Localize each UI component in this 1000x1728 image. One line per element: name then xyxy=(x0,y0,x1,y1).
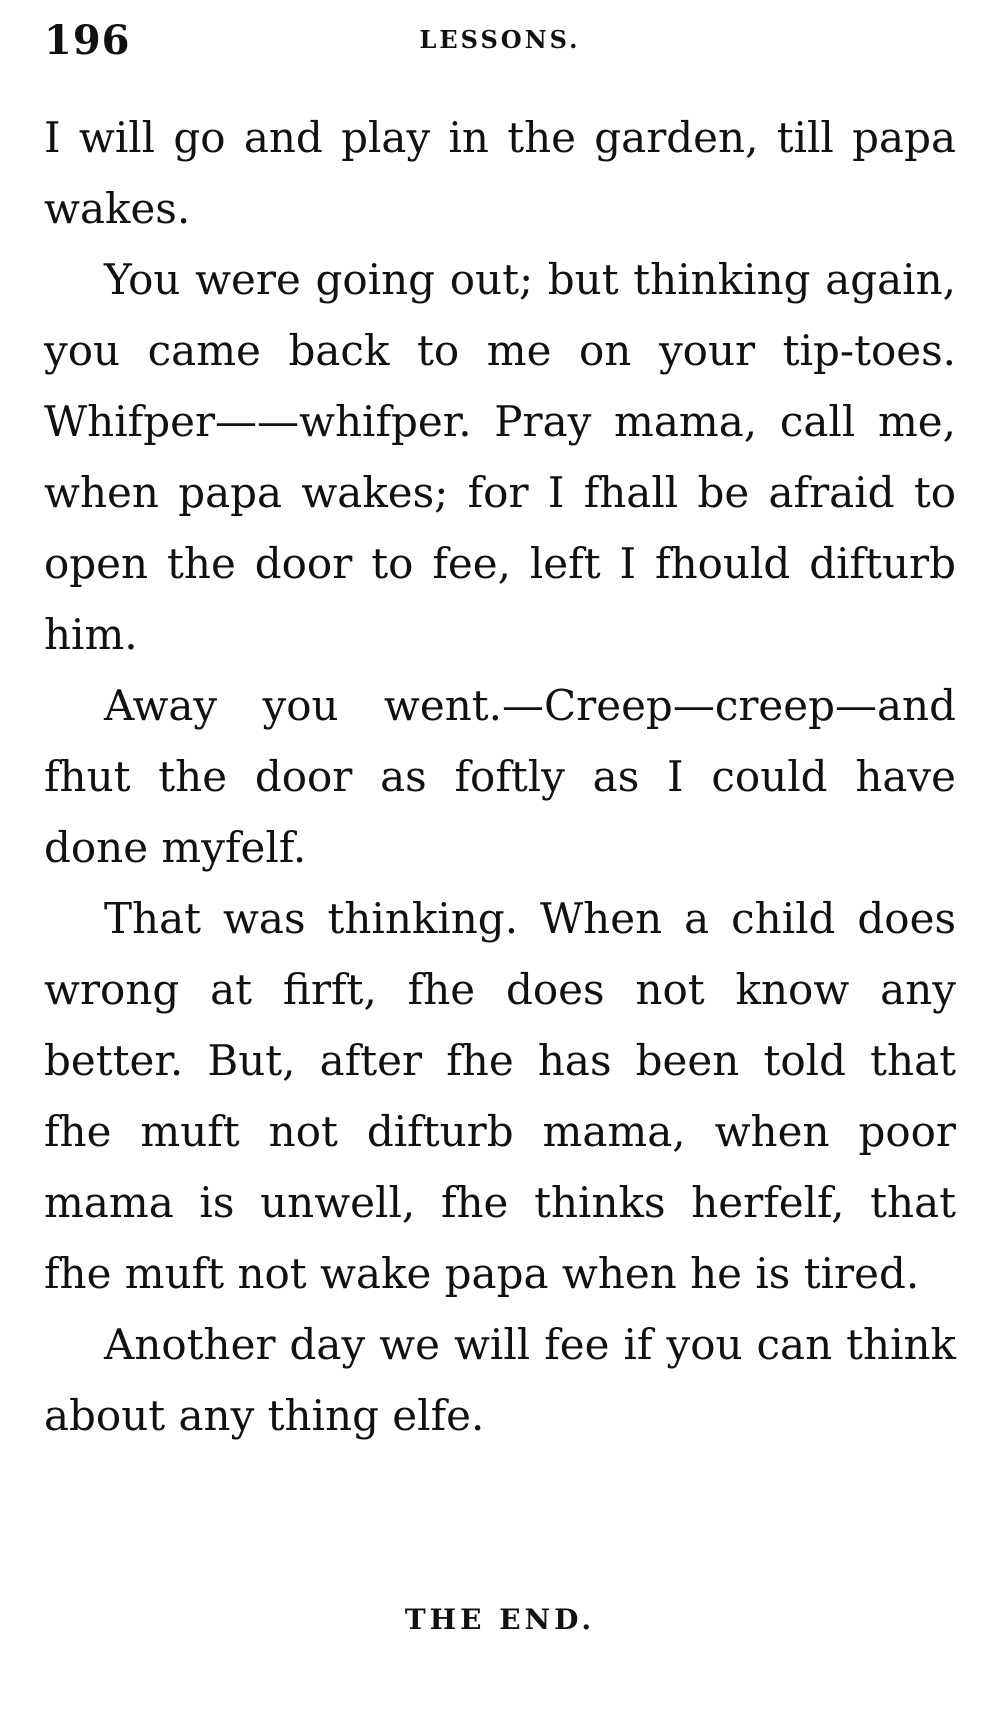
running-head: LESSONS. xyxy=(419,25,581,54)
end-mark: THE END. xyxy=(404,1603,596,1636)
paragraph: That was thinking. When a child does wrong at firft, fhe does not know any better. But, after fhe has been told that fhe muft not difturb mama, when poor mama is unwell, fhe thinks herfelf, that fhe muft not wake papa when he is tired. xyxy=(44,894,956,1298)
page-number: 196 xyxy=(44,17,131,64)
page-header xyxy=(44,16,956,66)
paragraph: You were going out; but thinking again, you came back to me on your tip-toes. Whifper——whifper. Pray mama, call me, when papa wakes; for I fhall be afraid to open the door to fee, left I fhould difturb him. xyxy=(44,255,956,659)
paragraph: I will go and play in the garden, till papa wakes. xyxy=(44,113,956,233)
paragraph: Away you went.—Creep—creep—and fhut the door as foftly as I could have done myfelf. xyxy=(44,681,956,872)
paragraph: Another day we will fee if you can think about any thing elfe. xyxy=(44,1320,956,1440)
body-text xyxy=(44,102,956,1451)
